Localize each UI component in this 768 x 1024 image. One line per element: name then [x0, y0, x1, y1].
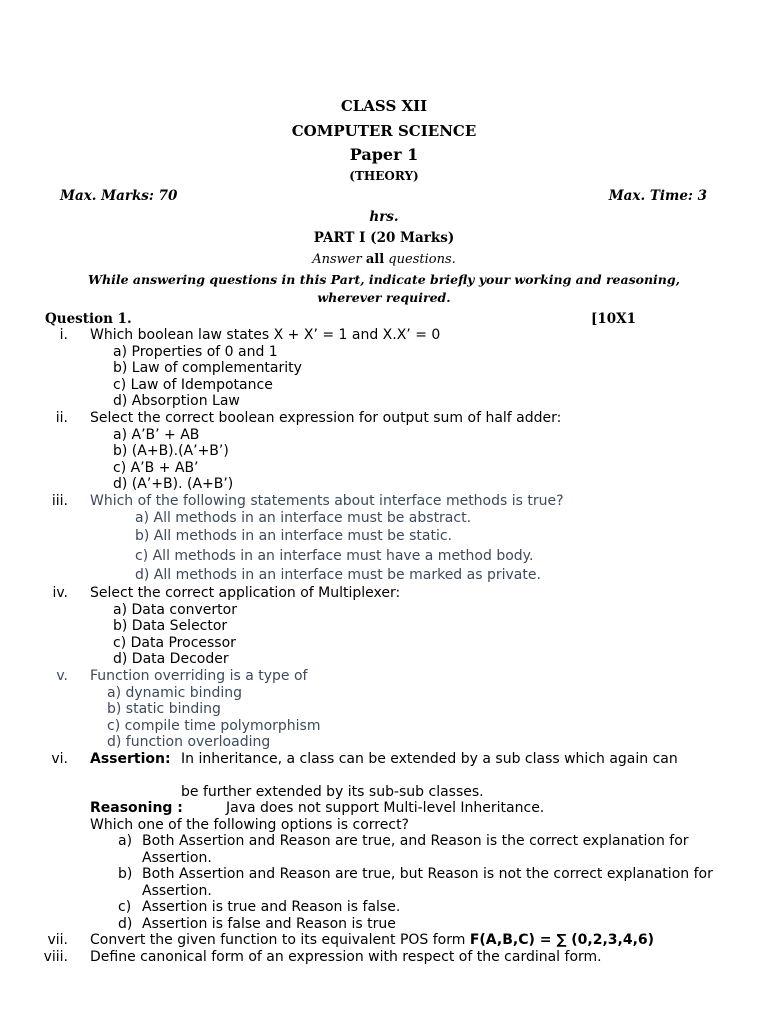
question-text: Select the correct application of Multiplexer:	[90, 585, 401, 601]
max-time-continued: hrs.	[369, 209, 399, 225]
item-number: viii.	[43, 949, 68, 965]
option: a) Properties of 0 and 1	[113, 344, 278, 360]
option: d) Absorption Law	[113, 393, 240, 409]
question-text: Which boolean law states X + X’ = 1 and X.X’ = 0	[90, 327, 441, 343]
option: c) Data Processor	[113, 635, 236, 651]
option-letter: a)	[118, 833, 133, 849]
option: d) (A’+B). (A+B’)	[113, 476, 234, 492]
subject-title: COMPUTER SCIENCE	[291, 122, 477, 140]
option: Assertion is true and Reason is false.	[142, 899, 401, 915]
option: Both Assertion and Reason are true, and Reason is the correct explanation for	[142, 833, 689, 849]
answer-instruction	[0, 252, 768, 267]
instruction-line-2: wherever required.	[317, 290, 451, 305]
paper-type: (THEORY)	[349, 169, 419, 183]
assertion-continued: be further extended by its sub-sub classes.	[181, 784, 484, 800]
max-time: Max. Time: 3	[608, 188, 707, 204]
option: d) function overloading	[107, 734, 271, 750]
class-title: CLASS XII	[340, 97, 428, 115]
option-prompt: Which one of the following options is correct?	[90, 817, 409, 833]
question-text-part: Convert the given function to its equivalent POS form	[90, 932, 470, 948]
option: d) Data Decoder	[113, 651, 229, 667]
item-number: i.	[59, 327, 68, 343]
option: d) All methods in an interface must be marked as private.	[135, 567, 541, 583]
reasoning-text: Java does not support Multi-level Inheritance.	[226, 800, 545, 816]
instruction-line-1: While answering questions in this Part, indicate briefly your working and reasoning,	[87, 272, 680, 287]
boolean-function: F(A,B,C) = ∑ (0,2,3,4,6)	[469, 932, 655, 948]
option: b) (A+B).(A’+B’)	[113, 443, 229, 459]
item-number: iii.	[51, 493, 68, 509]
paper-title: Paper 1	[349, 145, 419, 164]
option-continued: Assertion.	[142, 850, 212, 866]
question-text: Define canonical form of an expression with respect of the cardinal form.	[90, 949, 602, 965]
option: c) compile time polymorphism	[107, 718, 321, 734]
answer-pre: Answer	[312, 252, 366, 267]
option: a) A’B’ + AB	[113, 427, 200, 443]
option: b) All methods in an interface must be static.	[135, 528, 453, 544]
reasoning-label: Reasoning :	[90, 800, 183, 816]
assertion-text: In inheritance, a class can be extended by a sub class which again can	[181, 751, 678, 767]
question-text: Select the correct boolean expression for output sum of half adder:	[90, 410, 562, 426]
option: c) All methods in an interface must have a method body.	[135, 548, 534, 564]
option-continued: Assertion.	[142, 883, 212, 899]
assertion-label: Assertion:	[90, 751, 171, 767]
item-number: v.	[56, 668, 68, 684]
answer-all: all	[365, 252, 385, 267]
max-marks: Max. Marks: 70	[60, 188, 178, 204]
item-number: ii.	[55, 410, 68, 426]
option: b) static binding	[107, 701, 221, 717]
option-letter: c)	[118, 899, 132, 915]
option: Both Assertion and Reason are true, but Reason is not the correct explanation for	[142, 866, 713, 882]
option: a) Data convertor	[113, 602, 237, 618]
option-letter: d)	[118, 916, 133, 932]
option: a) All methods in an interface must be abstract.	[135, 510, 472, 526]
answer-post: questions.	[384, 252, 456, 267]
item-number: vii.	[47, 932, 68, 948]
item-number: iv.	[52, 585, 68, 601]
question-title: Question 1.	[45, 311, 132, 327]
option-letter: b)	[118, 866, 133, 882]
part-heading: PART I (20 Marks)	[313, 230, 455, 246]
question-text: Function overriding is a type of	[90, 668, 308, 684]
option: b) Data Selector	[113, 618, 228, 634]
question-marks: [10X1	[591, 311, 637, 327]
option: c) A’B + AB’	[113, 460, 199, 476]
item-number: vi.	[51, 751, 68, 767]
option: c) Law of Idempotance	[113, 377, 273, 393]
question-text	[90, 932, 654, 948]
option: a) dynamic binding	[107, 685, 242, 701]
question-text: Which of the following statements about interface methods is true?	[90, 493, 564, 509]
option: Assertion is false and Reason is true	[142, 916, 396, 932]
option: b) Law of complementarity	[113, 360, 302, 376]
